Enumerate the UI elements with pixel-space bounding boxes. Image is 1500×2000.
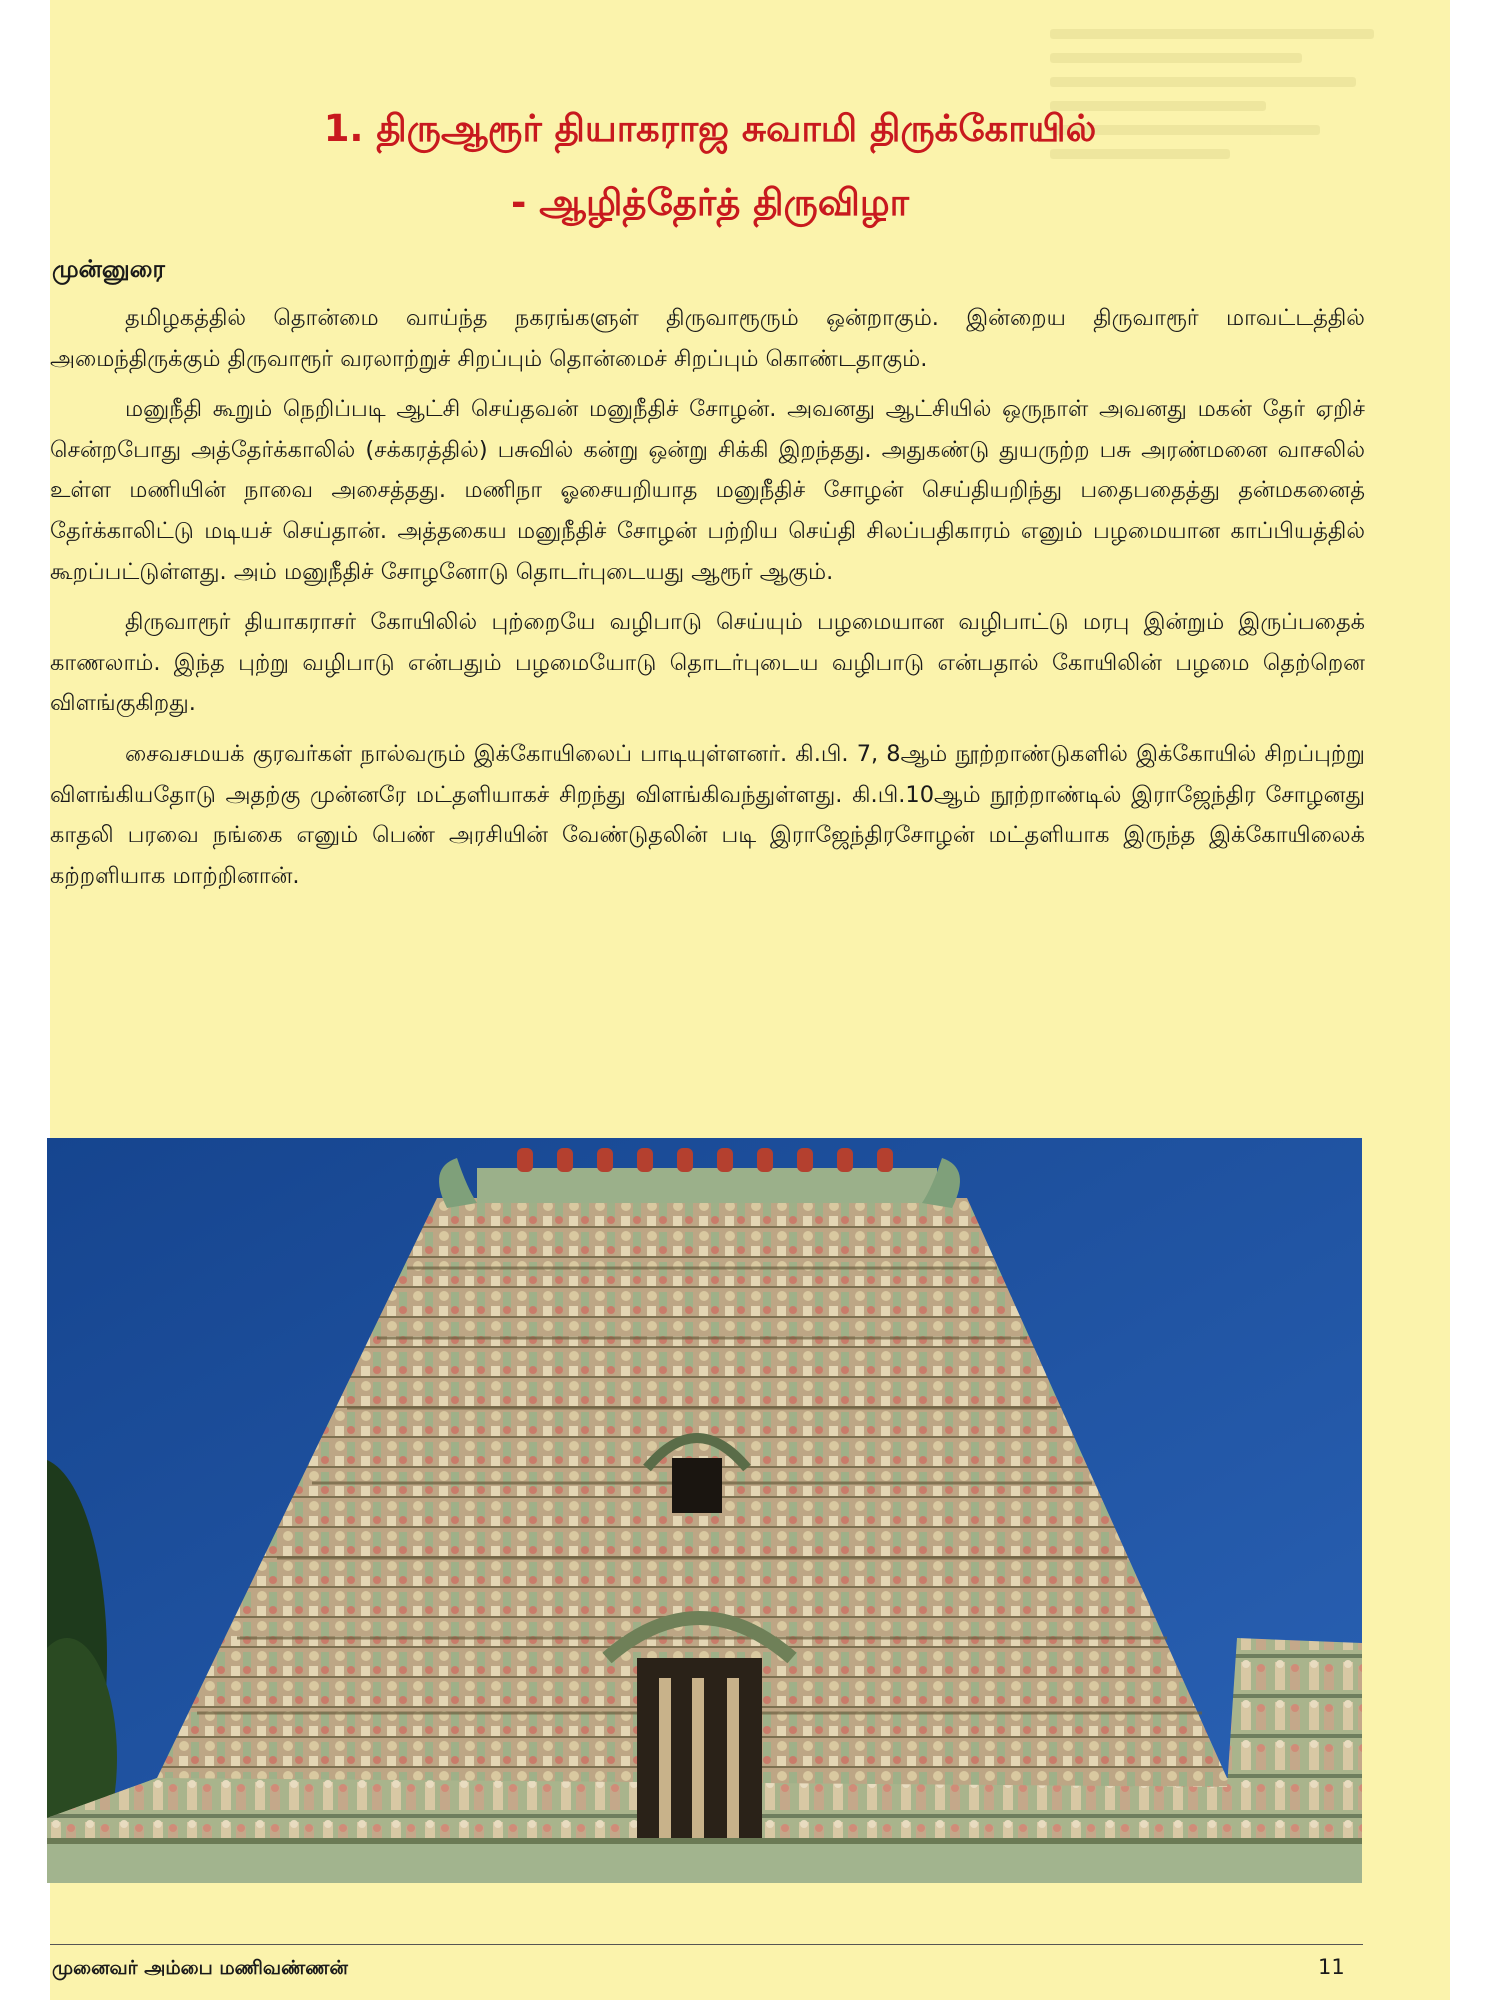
paragraph-3: திருவாரூர் தியாகராசர் கோயிலில் புற்றையே வழிபாடு செய்யும் பழமையான வழிபாட்டு மரபு இன்றும் இருப்பதைக் காணலாம். இந்த புற்று வழிபாடு என்பதும் பழமையோடு தொடர்புடைய வழிபாடு என்பதால் கோயிலின் பழமை தெற்றென விளங்குகிறது. [50,609,1365,717]
body-text [50,298,1365,906]
temple-gopuram-photo [47,1138,1362,1883]
paragraph-1: தமிழகத்தில் தொன்மை வாய்ந்த நகரங்களுள் திருவாரூரும் ஒன்றாகும். இன்றைய திருவாரூர் மாவட்டத்தில் அமைந்திருக்கும் திருவாரூர் வரலாற்றுச் சிறப்பும் தொன்மைச் சிறப்பும் கொண்டதாகும். [50,305,1365,372]
footer-author: முனைவர் அம்பை மணிவண்ணன் [52,1957,348,1979]
footer-rule [50,1944,1363,1945]
page-number: 11 [1318,1955,1345,1979]
paragraph-4: சைவசமயக் குரவர்கள் நால்வரும் இக்கோயிலைப் பாடியுள்ளனர். கி.பி. 7, 8ஆம் நூற்றாண்டுகளில் இக்கோயில் சிறப்புற்று விளங்கியதோடு அதற்கு முன்னரே மட்தளியாகச் சிறந்து விளங்கிவந்துள்ளது. கி.பி.10ஆம் நூற்றாண்டில் இராஜேந்திர சோழனது காதலி பரவை நங்கை எனும் பெண் அரசியின் வேண்டுதலின் படி இராஜேந்திரசோழன் மட்தளியாக இருந்த இக்கோயிலைக் கற்றளியாக மாற்றினான். [50,740,1365,889]
paragraph-2: மனுநீதி கூறும் நெறிப்படி ஆட்சி செய்தவன் மனுநீதிச் சோழன். அவனது ஆட்சியில் ஒருநாள் அவனது மகன் தேர் ஏறிச் சென்றபோது அத்தேர்க்காலில் (சக்கரத்தில்) பசுவில் கன்று ஒன்று சிக்கி இறந்தது. அதுகண்டு துயருற்ற பசு அரண்மனை வாசலில் உள்ள மணியின் நாவை அசைத்தது. மணிநா ஓசையறியாத மனுநீதிச் சோழன் செய்தியறிந்து பதைபதைத்து தன்மகனைத் தேர்க்காலிட்டு மடியச் செய்தான். அத்தகைய மனுநீதிச் சோழன் பற்றிய செய்தி சிலப்பதிகாரம் எனும் பழமையான காப்பியத்தில் கூறப்பட்டுள்ளது. அம் மனுநீதிச் சோழனோடு தொடர்புடையது ஆரூர் ஆகும். [50,396,1365,585]
page-title [60,92,1360,240]
section-heading: முன்னுரை [52,255,165,283]
temple-gopuram-illustration [47,1138,1362,1883]
title-line-2: - ஆழித்தேர்த் திருவிழா [510,181,910,224]
title-line-1: 1. திருஆரூர் தியாகராஜ சுவாமி திருக்கோயில் [323,107,1097,150]
